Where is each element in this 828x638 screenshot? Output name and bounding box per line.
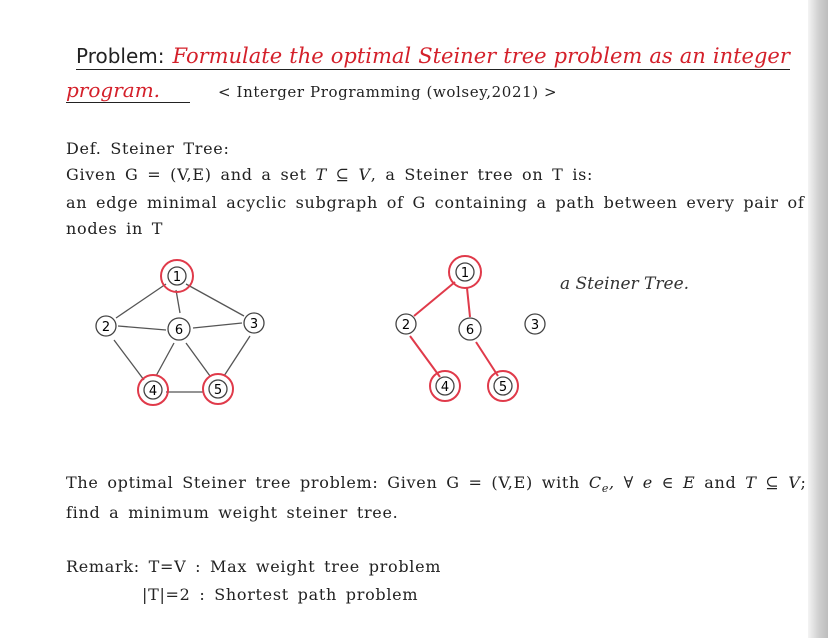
- optimal-forall: , ∀ e ∈ E: [609, 473, 696, 492]
- definition-line1-math: T ⊆ V: [315, 165, 371, 184]
- edge-6-3: [193, 323, 242, 328]
- tree-node-6-label: 6: [465, 323, 475, 338]
- optimal-line2: find a minimum weight steiner tree.: [66, 503, 399, 522]
- problem-word: optimal: [330, 44, 412, 68]
- tree-node-5-label: 5: [498, 380, 508, 395]
- problem-word: problem: [553, 44, 643, 68]
- optimal-terminal-set: T ⊆ V: [745, 473, 801, 492]
- remark-line2: |T|=2 : Shortest path problem: [142, 585, 419, 604]
- definition-line3: nodes in T: [66, 219, 164, 238]
- tree-node-3-label: 3: [530, 318, 540, 333]
- tree-node-2-label: 2: [401, 318, 411, 333]
- tree-node-1-label: 1: [460, 266, 470, 281]
- optimal-and: and: [704, 473, 737, 492]
- problem-word: Steiner: [418, 44, 497, 68]
- edge-1-3: [186, 284, 244, 316]
- problem-text-line2: program.: [66, 78, 190, 103]
- tree-edge-1-2: [414, 282, 455, 316]
- definition-line1-post: , a Steiner tree on T is:: [370, 165, 594, 184]
- edge-6-5: [186, 343, 210, 376]
- problem-label: Problem:: [76, 44, 165, 68]
- tree-node-4-label: 4: [440, 380, 450, 395]
- tree-edge-6-5: [476, 342, 498, 376]
- steiner-tree-nodes: [396, 256, 545, 401]
- edge-1-2: [116, 284, 166, 318]
- problem-word: as: [649, 44, 673, 68]
- definition-line1-pre: Given G = (V,E) and a set: [66, 165, 307, 184]
- remark-line1: Remark: T=V : Max weight tree problem: [66, 557, 442, 576]
- problem-word: Formulate: [172, 44, 283, 68]
- optimal-cost-subscript: e: [601, 482, 610, 496]
- full-graph-nodes: [96, 260, 264, 405]
- node-1-label: 1: [172, 270, 182, 285]
- problem-word: the: [289, 44, 324, 68]
- problem-word: an: [679, 44, 706, 68]
- optimal-line1-pre: The optimal Steiner tree problem: Given G = (V,E) with: [66, 473, 581, 492]
- figure-caption: a Steiner Tree.: [560, 274, 690, 294]
- problem-word: tree: [503, 44, 547, 68]
- node-4-label: 4: [148, 384, 158, 399]
- problem-word: integer: [712, 44, 790, 68]
- optimal-line1: [66, 473, 807, 495]
- node-6-label: 6: [174, 323, 184, 338]
- node-5-label: 5: [213, 383, 223, 398]
- optimal-cost-symbol: C: [588, 473, 602, 492]
- definition-heading: Def. Steiner Tree:: [66, 139, 230, 158]
- edge-2-4: [114, 340, 144, 380]
- tree-edge-1-6: [467, 288, 470, 317]
- edge-3-5: [224, 336, 250, 376]
- edge-2-6: [118, 326, 166, 330]
- node-2-label: 2: [101, 320, 111, 335]
- optimal-line1-end: ;: [800, 473, 807, 492]
- tree-edges: [410, 282, 498, 377]
- definition-line2: an edge minimal acyclic subgraph of G containing a path between every pair of: [66, 193, 805, 212]
- edge-6-4: [156, 343, 174, 376]
- reference-citation: < Interger Programming (wolsey,2021) >: [218, 83, 558, 101]
- tree-edge-2-4: [410, 336, 440, 377]
- node-3-label: 3: [249, 317, 259, 332]
- edge-1-6: [176, 290, 180, 313]
